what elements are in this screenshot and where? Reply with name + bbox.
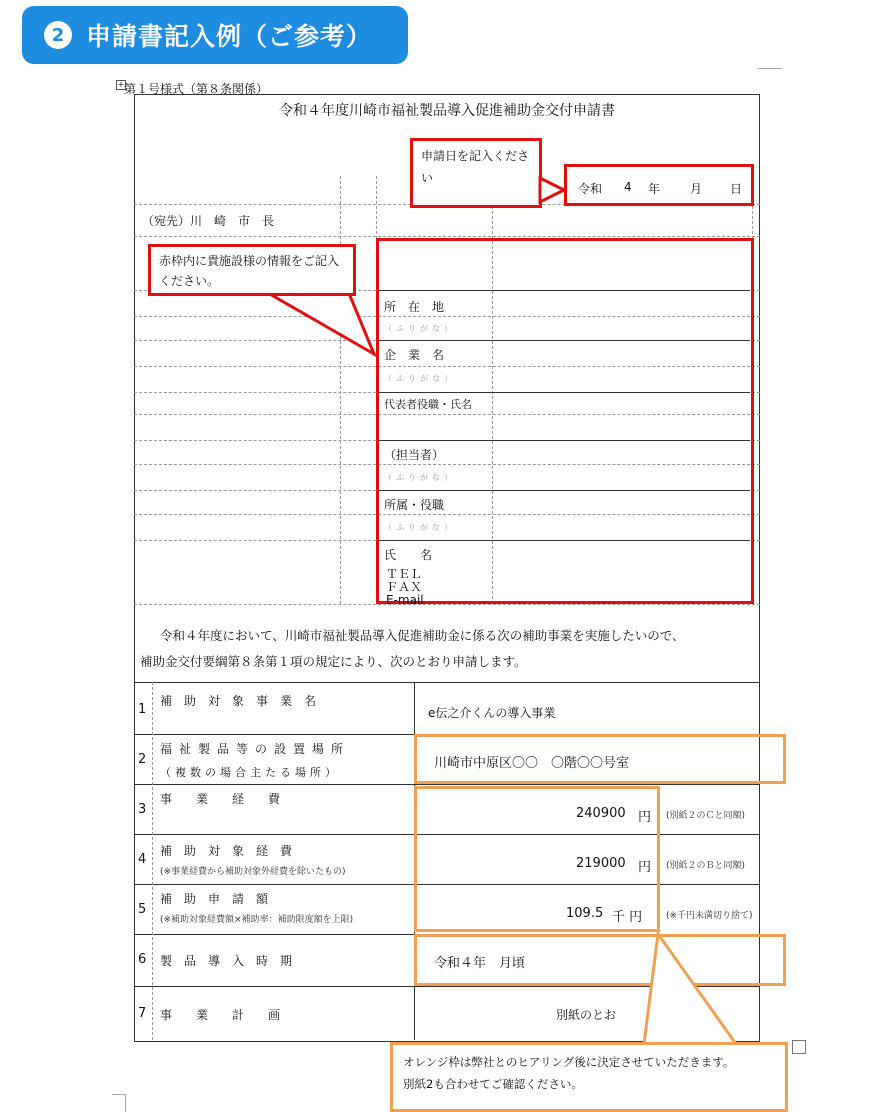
row-amount: 219000 [576,856,626,871]
orange-note-line: オレンジ枠は弊社とのヒアリング後に決定させていただきます。 [403,1055,735,1069]
table-border [134,784,760,785]
row-sublabel: (※補助対象経費額×補助率：補助限度額を上限) [160,915,354,925]
row-label: 補 助 対 象 事 業 名 [160,694,317,708]
label-company: 企 業 名 [384,348,445,362]
row-sublabel: (※事業経費から補助対象外経費を除いたもの) [160,867,346,877]
row-number: 2 [138,752,147,767]
label-email: E-mail [386,593,424,607]
intro-text: 補助金交付要綱第８条第１項の規定により、次のとおり申請します。 [140,654,527,669]
section-banner [22,6,408,64]
row-sublabel: （複数の場合主たる場所） [160,766,340,779]
row-label: 事 業 計 画 [160,1008,281,1022]
note-pointer [600,930,750,1046]
row-number: 1 [138,702,147,717]
row-unit: 円 [638,860,652,875]
label-furigana: （ふりがな） [384,374,456,383]
orange-box-amounts [414,786,660,932]
orange-note [390,1042,788,1112]
table-border [152,682,153,1040]
label-representative: 代表者役職・氏名 [384,398,472,411]
label-furigana: （ふりがな） [384,324,456,333]
addressee: （宛先）川 崎 市 長 [142,214,275,228]
row-number: 6 [138,952,147,967]
applicant-callout: 赤枠内に貴施設様の情報をご記入ください。 [148,244,356,296]
label-name: 氏 名 [384,548,433,562]
date-month: 月 [690,182,703,196]
crop-mark [112,1094,126,1112]
date-day: 日 [730,182,743,196]
row-number: 3 [138,802,147,817]
row-label: 事 業 経 費 [160,792,281,806]
row-label: 製 品 導 入 時 期 [160,954,293,968]
row-unit: 円 [638,810,652,825]
date-year: 年 [648,182,661,196]
row-value: 川崎市中原区〇〇 〇階〇〇号室 [434,756,630,771]
label-address: 所 在 地 [384,300,445,314]
row-note: (※千円未満切り捨て) [666,911,753,921]
row-label: 補 助 申 請 額 [160,892,269,906]
intro-text: 令和４年度において、川崎市福祉製品導入促進補助金に係る次の補助事業を実施したいので、 [160,628,685,643]
form-label: 第１号様式（第８条関係） [124,82,269,96]
label-fax: ＦＡＸ [386,580,423,594]
orange-box-location [414,734,786,784]
row-value: e伝之介くんの導入事業 [428,706,556,720]
row-label: 補 助 対 象 経 費 [160,844,293,858]
orange-note-line: 別紙2も合わせてご確認ください。 [403,1077,583,1091]
grid-line [340,176,341,604]
row-value: 令和４年 月頃 [434,956,526,971]
label-furigana: （ふりがな） [384,523,456,532]
grid-line [134,236,760,237]
table-border [134,682,760,683]
document-title: 令和４年度川崎市福祉製品導入促進補助金交付申請書 [279,103,615,119]
section-title: 申請書記入例（ご参考） [86,22,373,51]
grid-line [134,604,760,605]
date-era: 令和 [578,182,603,196]
row-label: 福祉製品等の設置場所 [160,742,351,756]
label-department: 所属・役職 [384,498,445,512]
crop-mark [758,68,782,69]
label-furigana: （ふりがな） [384,473,456,482]
date-year-num: 4 [624,180,632,194]
resize-handle[interactable] [792,1040,806,1054]
callout-pointer [538,176,568,206]
callout-pointer [250,284,380,364]
row-number: 4 [138,852,147,867]
row-value: 別紙のとお [556,1008,617,1022]
row-note: (別紙２のＣと同額) [666,811,746,821]
section-number-badge: 2 [44,21,72,49]
row-amount: 240900 [576,806,626,821]
label-tel: ＴＥＬ [386,567,423,581]
date-callout: 申請日を記入ください [410,138,542,208]
row-unit: 千 円 [612,910,643,925]
row-number: 7 [138,1006,147,1021]
applicant-info-box [376,238,754,604]
row-amount: 109.5 [566,906,604,921]
label-contact-person: （担当者） [384,448,445,462]
row-number: 5 [138,902,147,917]
row-note: (別紙２のＢと同額) [666,861,746,871]
table-anchor-icon[interactable]: + [117,80,125,89]
